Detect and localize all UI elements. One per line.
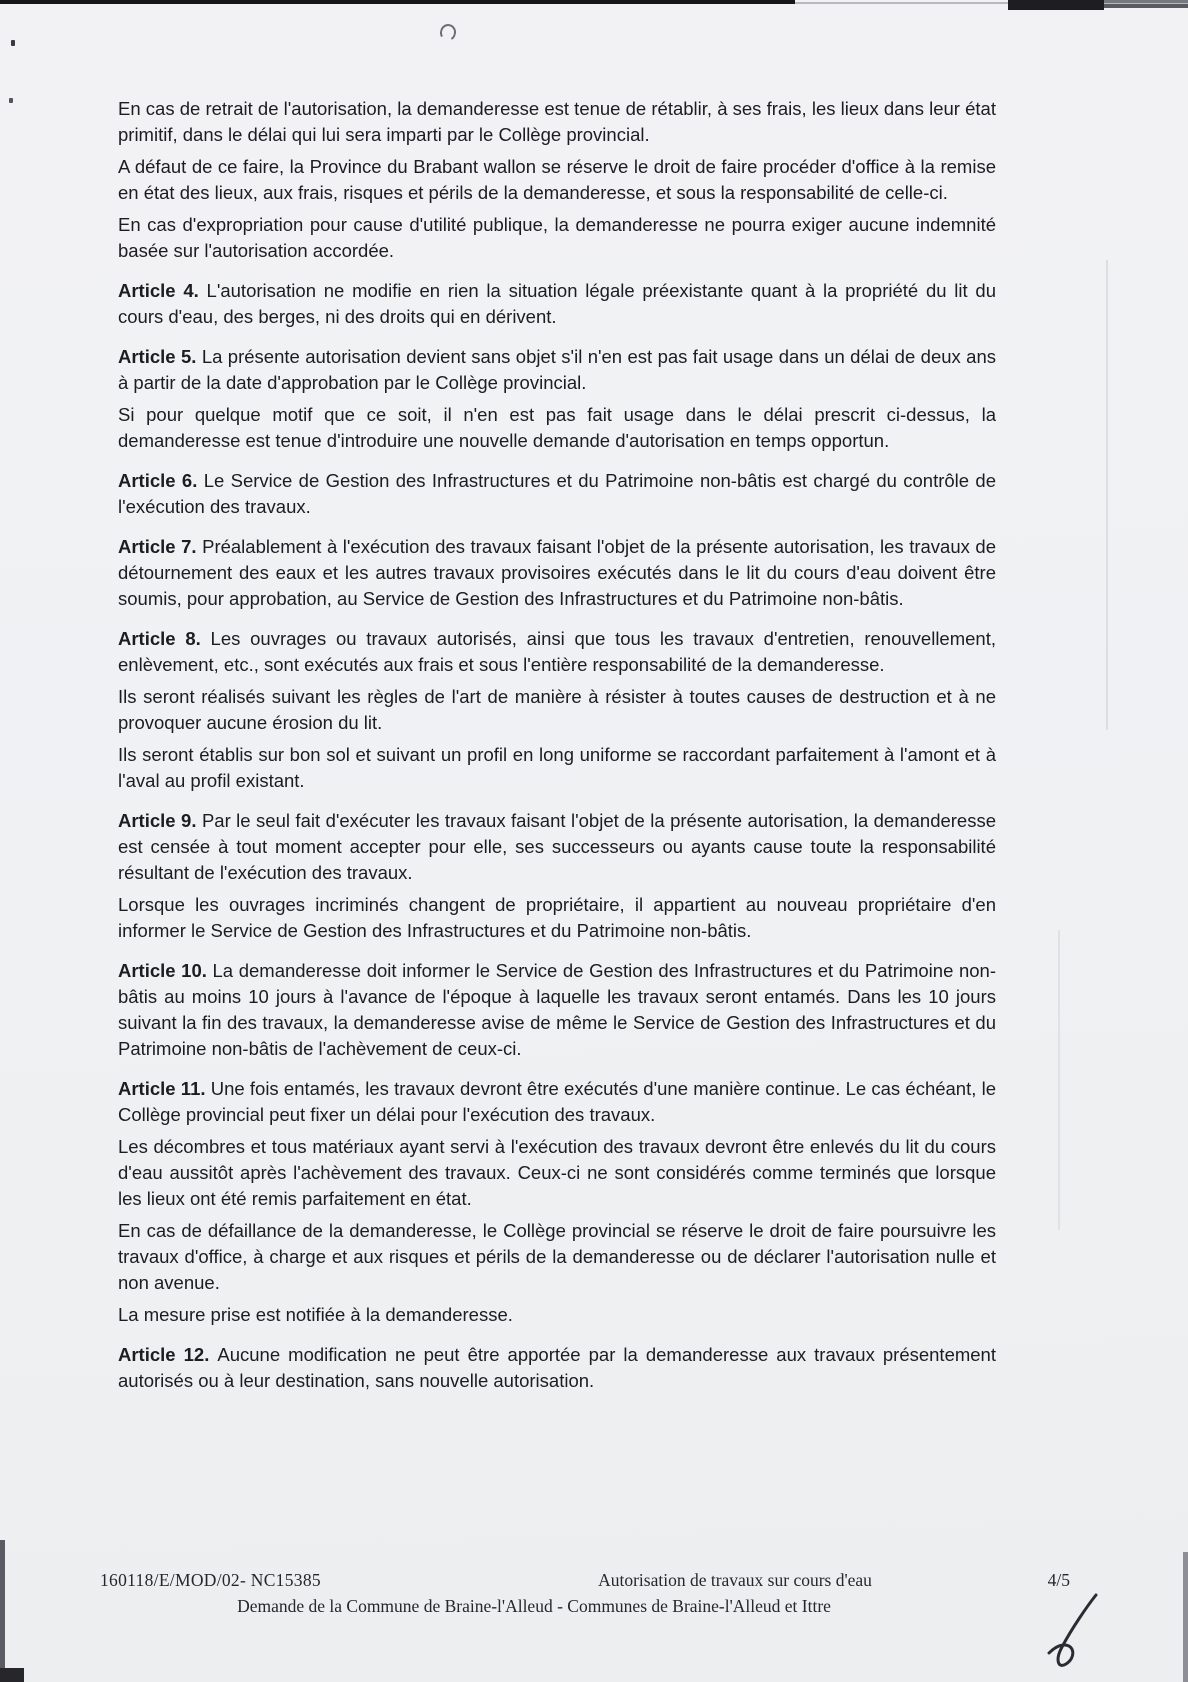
- footer-page-number: 4/5: [1047, 1570, 1070, 1590]
- ink-speck: [9, 98, 13, 103]
- paragraph-text: La demanderesse doit informer le Service de Gestion des Infrastructures et du Patrimoine non-bâtis au moins 10 jours à l'avance de l'époque à laquelle les travaux seront entamés. Dans les 10 jours suivant la fin des travaux, la demanderesse avise de même le Service de Gestion des Infrastructures et du Patrimoine non-bâtis de l'achèvement de ceux-ci.: [118, 960, 996, 1059]
- paragraph-article-12: [118, 1342, 996, 1394]
- paragraph-text: Lorsque les ouvrages incriminés changent de propriétaire, il appartient au nouveau propriétaire d'en informer le Service de Gestion des Infrastructures et du Patrimoine non-bâtis.: [118, 894, 996, 941]
- paragraph: [118, 684, 996, 736]
- scan-edge-top-line: [0, 0, 795, 4]
- paragraph-text: Ils seront établis sur bon sol et suivant un profil en long uniforme se raccordant parfaitement à l'amont et à l'aval au profil existant.: [118, 744, 996, 791]
- paragraph-text: Si pour quelque motif que ce soit, il n'en est pas fait usage dans le délai prescrit ci-dessus, la demanderesse est tenue d'introduire une nouvelle demande d'autorisation en temps opportun.: [118, 404, 996, 451]
- article-label: Article 12.: [118, 1344, 210, 1365]
- footer-document-title: Autorisation de travaux sur cours d'eau: [598, 1570, 872, 1590]
- paragraph-text: Par le seul fait d'exécuter les travaux faisant l'objet de la présente autorisation, la demanderesse est censée à tout moment accepter pour elle, ses successeurs ou ayants cause toute la responsabilité résultant de l'exécution des travaux.: [118, 810, 997, 883]
- paragraph-text: A défaut de ce faire, la Province du Brabant wallon se réserve le droit de faire procéder d'office à la remise en état des lieux, aux frais, risques et périls de la demanderesse, et sous la responsabilité de celle-ci.: [118, 156, 996, 203]
- footer-reference-number: 160118/E/MOD/02- NC15385: [100, 1570, 321, 1590]
- article-label: Article 5.: [118, 346, 197, 367]
- paper-crease: [1106, 260, 1108, 730]
- paragraph: [118, 742, 996, 794]
- paragraph-text: En cas d'expropriation pour cause d'utilité publique, la demanderesse ne pourra exiger aucune indemnité basée sur l'autorisation accordée.: [118, 214, 996, 261]
- paragraph-article-9: [118, 808, 996, 886]
- paragraph-article-5: [118, 344, 996, 396]
- ink-speck: [11, 40, 15, 46]
- scan-edge-top-dash: [1008, 0, 1104, 10]
- paragraph-text: En cas de défaillance de la demanderesse, le Collège provincial se réserve le droit de faire poursuivre les travaux d'office, à charge et aux risques et périls de la demanderesse ou de déclarer l'autorisation nulle et non avenue.: [118, 1220, 996, 1293]
- paragraph-article-8: [118, 626, 996, 678]
- paragraph-text: Les décombres et tous matériaux ayant servi à l'exécution des travaux devront être enlevés du lit du cours d'eau aussitôt après l'achèvement des travaux. Ceux-ci ne sont considérés comme terminés que lorsque les lieux ont été remis parfaitement en état.: [118, 1136, 996, 1209]
- article-label: Article 4.: [118, 280, 199, 301]
- paragraph-text: La présente autorisation devient sans objet s'il n'en est pas fait usage dans un délai de deux ans à partir de la date d'approbation par le Collège provincial.: [118, 346, 996, 393]
- paragraph-article-7: [118, 534, 996, 612]
- paragraph-article-11: [118, 1076, 996, 1128]
- paragraph-text: La mesure prise est notifiée à la demanderesse.: [118, 1304, 513, 1325]
- handwritten-initial: [1044, 1592, 1108, 1670]
- paragraph: [118, 1134, 996, 1212]
- paragraph-text: Ils seront réalisés suivant les règles de l'art de manière à résister à toutes causes de destruction et à ne provoquer aucune érosion du lit.: [118, 686, 996, 733]
- paragraph-text: L'autorisation ne modifie en rien la situation légale préexistante quant à la propriété du lit du cours d'eau, des berges, ni des droits qui en dérivent.: [118, 280, 996, 327]
- document-body: [118, 96, 996, 1400]
- paragraph: [118, 1302, 996, 1328]
- paragraph-text: Aucune modification ne peut être apportée par la demanderesse aux travaux présentement autorisés ou à leur destination, sans nouvelle autorisation.: [118, 1344, 996, 1391]
- article-label: Article 6.: [118, 470, 198, 491]
- paragraph-article-6: [118, 468, 996, 520]
- paragraph-text: Préalablement à l'exécution des travaux faisant l'objet de la présente autorisation, les travaux de détournement des eaux et les autres travaux provisoires exécutés dans le lit du cours d'eau doivent être soumis, pour approbation, au Service de Gestion des Infrastructures et du Patrimoine non-bâtis.: [118, 536, 996, 609]
- pen-mark: [438, 22, 458, 42]
- article-label: Article 8.: [118, 628, 201, 649]
- article-label: Article 9.: [118, 810, 197, 831]
- paragraph: [118, 892, 996, 944]
- article-label: Article 11.: [118, 1078, 206, 1099]
- paragraph-article-4: [118, 278, 996, 330]
- paragraph-text: Une fois entamés, les travaux devront être exécutés d'une manière continue. Le cas échéant, le Collège provincial peut fixer un délai pour l'exécution des travaux.: [118, 1078, 996, 1125]
- paragraph-text: En cas de retrait de l'autorisation, la demanderesse est tenue de rétablir, à ses frais, les lieux dans leur état primitif, dans le délai qui lui sera imparti par le Collège provincial.: [118, 98, 996, 145]
- paragraph: [118, 96, 996, 148]
- paragraph-text: Les ouvrages ou travaux autorisés, ainsi que tous les travaux d'entretien, renouvellement, enlèvement, etc., sont exécutés aux frais et sous l'entière responsabilité de la demanderesse.: [118, 628, 996, 675]
- paragraph: [118, 1218, 996, 1296]
- footer-subtitle: Demande de la Commune de Braine-l'Alleud - Communes de Braine-l'Alleud et Ittre: [237, 1596, 831, 1616]
- article-label: Article 10.: [118, 960, 207, 981]
- article-label: Article 7.: [118, 536, 197, 557]
- scan-edge-top-sliver: [1104, 0, 1188, 3]
- paragraph: [118, 212, 996, 264]
- paragraph: [118, 402, 996, 454]
- paragraph-article-10: [118, 958, 996, 1062]
- page-footer: [0, 1568, 1188, 1618]
- paragraph-text: Le Service de Gestion des Infrastructures et du Patrimoine non-bâtis est chargé du contrôle de l'exécution des travaux.: [118, 470, 997, 517]
- paragraph: [118, 154, 996, 206]
- paper-crease: [1058, 930, 1060, 1230]
- scan-edge-corner-blob: [0, 1668, 24, 1682]
